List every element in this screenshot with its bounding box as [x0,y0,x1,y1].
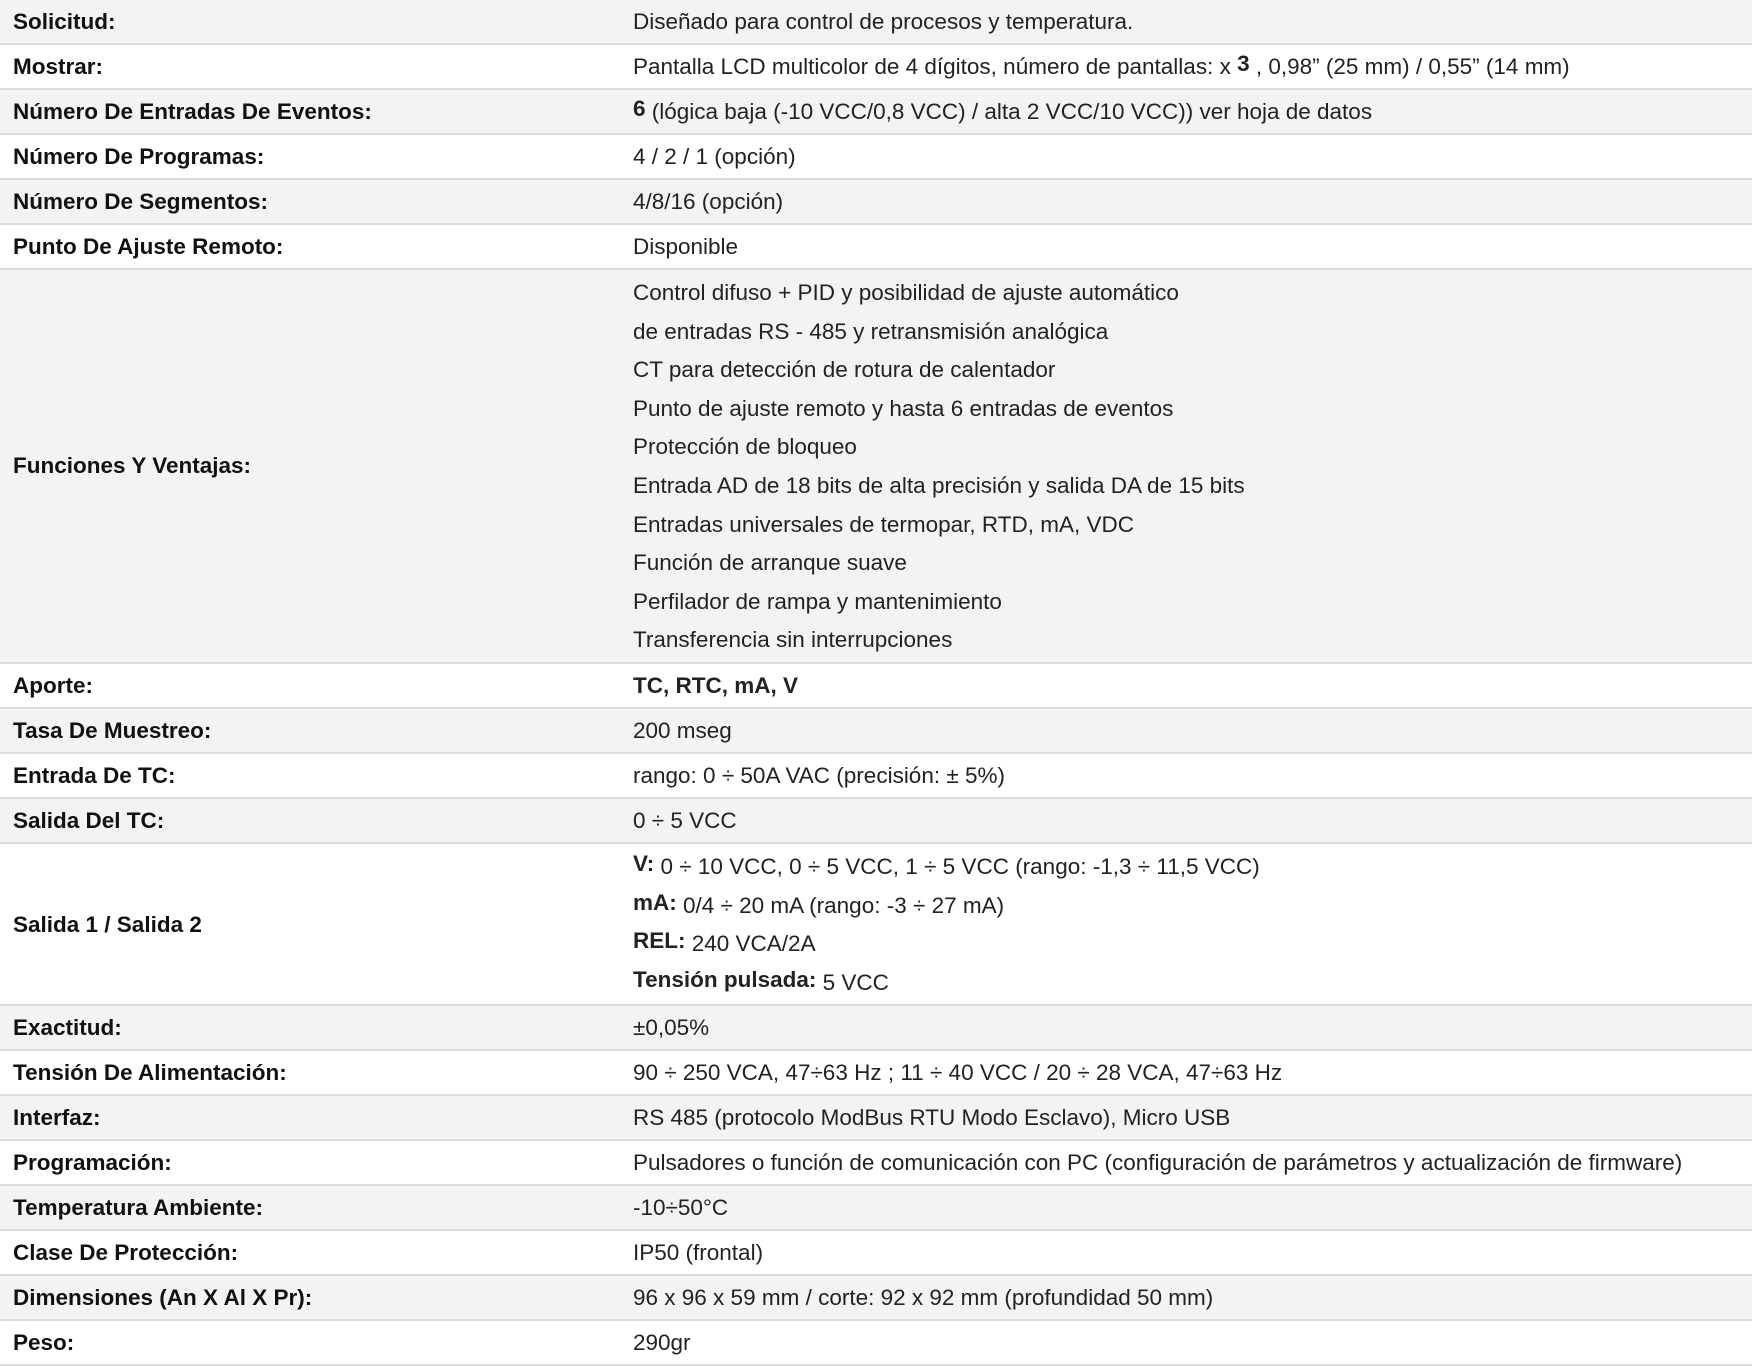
spec-label: Número De Entradas De Eventos: [0,89,633,134]
spec-value: 4 / 2 / 1 (opción) [633,134,1752,179]
spec-value [633,843,1752,1005]
spec-row-programacion [0,1140,1752,1185]
spec-label: Punto De Ajuste Remoto: [0,224,633,269]
spec-label: Temperatura Ambiente: [0,1185,633,1230]
spec-row-dimensiones [0,1275,1752,1320]
spec-row-interfaz [0,1095,1752,1140]
spec-label: Funciones Y Ventajas: [0,269,633,663]
display-size: , 0,98” (25 mm) / 0,55” (14 mm) [1249,54,1570,79]
spec-label: Tensión De Alimentación: [0,1050,633,1095]
spec-row-alimentacion [0,1050,1752,1095]
spec-value [633,663,1752,708]
display-count: 3 [1237,51,1250,76]
spec-label: Aporte: [0,663,633,708]
spec-label: Tasa De Muestreo: [0,708,633,753]
spec-label: Salida 1 / Salida 2 [0,843,633,1005]
outputs-list [633,844,1752,1004]
feature-item: Control difuso + PID y posibilidad de ajuste automático [633,280,1179,305]
spec-value [633,89,1752,134]
spec-row-exactitud [0,1005,1752,1050]
spec-label: Número De Programas: [0,134,633,179]
spec-label: Peso: [0,1320,633,1365]
spec-row-temperatura [0,1185,1752,1230]
feature-item: CT para detección de rotura de calentador [633,357,1056,383]
spec-value: RS 485 (protocolo ModBus RTU Modo Esclavo), Micro USB [633,1095,1752,1140]
spec-row-muestreo [0,708,1752,753]
input-types: TC, RTC, mA, V [633,672,799,698]
spec-row-entrada-tc [0,753,1752,798]
spec-value: 290gr [633,1320,1752,1365]
spec-value: Pulsadores o función de comunicación con PC (configuración de parámetros y actualización de firmware) [633,1140,1752,1185]
output-key: REL: [633,928,686,954]
spec-row-solicitud [0,0,1752,44]
spec-row-mostrar [0,44,1752,89]
feature-item: Punto de ajuste remoto y hasta 6 entradas de eventos [633,395,1174,421]
spec-value: ±0,05% [633,1005,1752,1050]
spec-value: 0 ÷ 5 VCC [633,798,1752,843]
feature-item: de entradas RS - 485 y retransmisión analógica [633,318,1109,344]
spec-label: Salida Del TC: [0,798,633,843]
display-desc: Pantalla LCD multicolor de 4 dígitos, número de pantallas: x [633,54,1238,79]
spec-row-punto-ajuste [0,224,1752,269]
output-key: mA: [633,889,677,915]
spec-value: 4/8/16 (opción) [633,179,1752,224]
output-text: 0 ÷ 10 VCC, 0 ÷ 5 VCC, 1 ÷ 5 VCC (rango: -1,3 ÷ 11,5 VCC) [654,853,1260,879]
spec-row-peso [0,1320,1752,1365]
event-input-desc: (lógica baja (-10 VCC/0,8 VCC) / alta 2 VCC/10 VCC)) ver hoja de datos [645,99,1373,124]
spec-label: Interfaz: [0,1095,633,1140]
spec-label: Mostrar: [0,44,633,89]
output-item [633,964,1752,1003]
output-key: V: [633,850,655,876]
spec-row-salidas [0,843,1752,1005]
spec-row-proteccion [0,1230,1752,1275]
spec-row-programas [0,134,1752,179]
spec-label: Dimensiones (An X Al X Pr): [0,1275,633,1320]
spec-row-aporte [0,663,1752,708]
output-key: Tensión pulsada: [633,966,817,992]
spec-value [633,269,1752,663]
feature-item: Perfilador de rampa y mantenimiento [633,588,1002,614]
spec-value: -10÷50°C [633,1185,1752,1230]
spec-row-entradas-eventos [0,89,1752,134]
features-list [633,270,1752,662]
spec-label: Programación: [0,1140,633,1185]
spec-value [633,44,1752,89]
feature-item: Función de arranque suave [633,550,907,576]
spec-value: 200 mseg [633,708,1752,753]
spec-row-salida-tc [0,798,1752,843]
spec-value: Disponible [633,224,1752,269]
output-item [633,925,1752,964]
spec-value: rango: 0 ÷ 50A VAC (precisión: ± 5%) [633,753,1752,798]
spec-value: 90 ÷ 250 VCA, 47÷63 Hz ; 11 ÷ 40 VCC / 20 ÷ 28 VCA, 47÷63 Hz [633,1050,1752,1095]
feature-item: Protección de bloqueo [633,434,857,460]
spec-label: Solicitud: [0,0,633,44]
output-text: 5 VCC [816,969,889,995]
spec-label: Entrada De TC: [0,753,633,798]
spec-label: Clase De Protección: [0,1230,633,1275]
output-text: 0/4 ÷ 20 mA (rango: -3 ÷ 27 mA) [676,892,1005,918]
feature-item: Entrada AD de 18 bits de alta precisión y salida DA de 15 bits [633,472,1245,498]
feature-item: Entradas universales de termopar, RTD, mA, VDC [633,511,1135,537]
spec-value: 96 x 96 x 59 mm / corte: 92 x 92 mm (profundidad 50 mm) [633,1275,1752,1320]
spec-value: Diseñado para control de procesos y temperatura. [633,0,1752,44]
spec-row-funciones [0,269,1752,663]
output-item [633,887,1752,926]
feature-item: Transferencia sin interrupciones [633,627,953,653]
event-input-count: 6 [633,96,646,121]
spec-value: IP50 (frontal) [633,1230,1752,1275]
output-item [633,848,1752,887]
spec-row-segmentos [0,179,1752,224]
output-text: 240 VCA/2A [685,931,816,957]
spec-label: Exactitud: [0,1005,633,1050]
spec-label: Número De Segmentos: [0,179,633,224]
